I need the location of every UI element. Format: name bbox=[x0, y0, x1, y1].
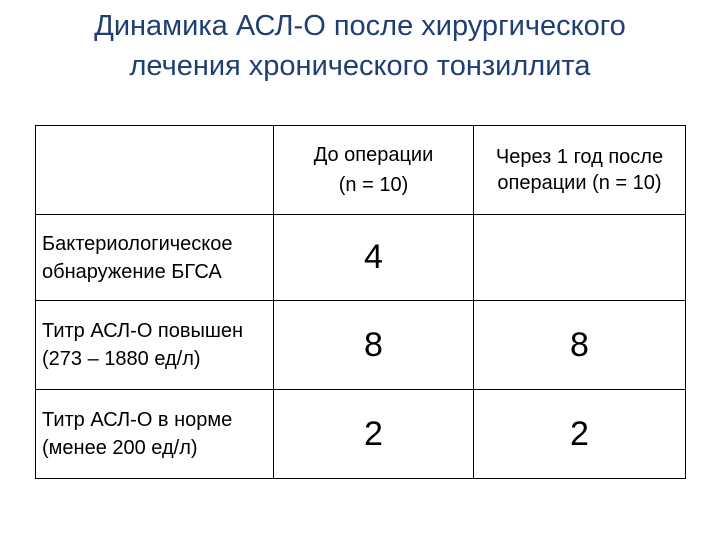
value-before: 8 bbox=[274, 301, 474, 390]
header-before-line-1: До операции bbox=[313, 144, 434, 166]
header-after-surgery bbox=[474, 126, 686, 215]
value-after: 2 bbox=[474, 390, 686, 479]
value-before: 2 bbox=[274, 390, 474, 479]
row-label-line-2: (273 – 1880 ед/л) bbox=[42, 348, 201, 370]
row-label-line-1: Титр АСЛ-О повышен bbox=[42, 320, 244, 342]
header-empty-cell bbox=[36, 126, 274, 215]
header-after-line-1: Через 1 год после bbox=[495, 146, 664, 168]
header-before-surgery bbox=[274, 126, 474, 215]
table-row bbox=[36, 215, 686, 301]
title-line-2: лечения хронического тонзиллита bbox=[129, 50, 591, 82]
slide-title bbox=[0, 6, 720, 86]
row-label bbox=[36, 390, 274, 479]
table-header-row bbox=[36, 126, 686, 215]
table-row bbox=[36, 390, 686, 479]
results-table bbox=[35, 125, 686, 479]
title-line-1: Динамика АСЛ-О после хирургического bbox=[94, 10, 626, 42]
row-label-line-1: Титр АСЛ-О в норме bbox=[42, 409, 233, 431]
table-row bbox=[36, 301, 686, 390]
header-before-line-2: (n = 10) bbox=[338, 174, 409, 196]
value-after bbox=[474, 215, 686, 301]
value-before: 4 bbox=[274, 215, 474, 301]
row-label-line-1: Бактериологическое bbox=[42, 232, 233, 255]
row-label bbox=[36, 215, 274, 301]
value-after: 8 bbox=[474, 301, 686, 390]
row-label-line-2: обнаружение БГСА bbox=[42, 260, 222, 283]
row-label-line-2: (менее 200 ед/л) bbox=[42, 437, 198, 459]
header-after-line-2: операции (n = 10) bbox=[497, 172, 662, 194]
row-label bbox=[36, 301, 274, 390]
